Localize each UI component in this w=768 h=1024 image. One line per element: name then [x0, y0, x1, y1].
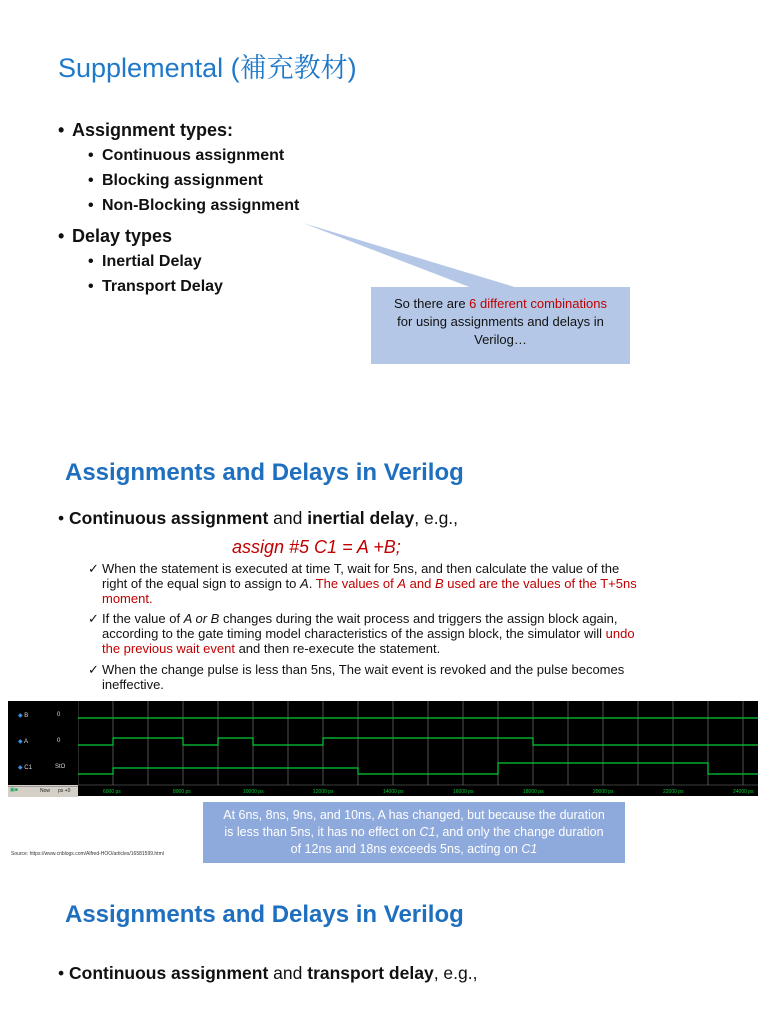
list-item: • Transport Delay	[88, 278, 223, 295]
transport-bullet: • Continuous assignment and transport delay, e.g.,	[58, 963, 478, 983]
signal-value: 0	[57, 712, 61, 718]
tick-label: 24000 ps	[733, 789, 754, 795]
list-item: • Inertial Delay	[88, 253, 202, 270]
check-item: ✓ If the value of A or B changes during the wait process and triggers the assign block again, according to the gate timing model characteristics of the assign block, the simulator will undo the previous wait event and then re-execute the statement.	[88, 611, 635, 656]
now-label: Now	[40, 788, 51, 794]
list-item: • Continuous assignment	[88, 147, 285, 164]
section3-title: Assignments and Delays in Verilog	[65, 901, 464, 928]
waveform-plot[interactable]	[78, 701, 758, 796]
check-item: ✓ When the statement is executed at time T, wait for 5ns, and then calculate the value of the right of the equal sign to assign to A. The values of A and B used are the values of the T+5ns moment.	[88, 561, 637, 606]
tick-label: 22000 ps	[663, 789, 684, 795]
combinations-callout: So there are 6 different combinations for using assignments and delays in Verilog…	[371, 287, 630, 364]
list-item: • Non-Blocking assignment	[88, 197, 300, 214]
inertial-bullet: • Continuous assignment and inertial delay, e.g.,	[58, 508, 459, 528]
code-example: assign #5 C1 = A +B;	[232, 537, 401, 557]
tick-label: 10000 ps	[243, 789, 264, 795]
waveform-note: At 6ns, 8ns, 9ns, and 10ns, A has changed, but because the duration is less than 5ns, it has no effect on C1, and only the change duration of 12ns and 18ns exceeds 5ns, acting on C1	[203, 802, 625, 863]
signal-row-b[interactable]: ◆ B	[18, 713, 29, 719]
source-citation: Source: https://www.cnblogs.com/Alfred-HOO/articles/16581599.html	[11, 851, 164, 857]
tick-label: 8000 ps	[173, 789, 191, 795]
tick-label: 14000 ps	[383, 789, 404, 795]
tick-label: 6000 ps	[103, 789, 121, 795]
tick-label: 20000 ps	[593, 789, 614, 795]
now-value: ps +0	[58, 788, 71, 794]
assignment-types-heading: • Assignment types:	[58, 120, 234, 140]
toolbar-icons[interactable]: ▣■	[10, 787, 18, 793]
tick-label: 12000 ps	[313, 789, 334, 795]
check-item: ✓ When the change pulse is less than 5ns, The wait event is revoked and the pulse becomes ineffective.	[88, 662, 625, 692]
section1-title: Supplemental (補充教材)	[58, 53, 357, 83]
list-item: • Blocking assignment	[88, 172, 263, 189]
delay-types-heading: • Delay types	[58, 226, 173, 246]
signal-row-c1[interactable]: ◆ C1	[18, 765, 32, 771]
signal-value: StO	[55, 764, 66, 770]
tick-label: 16000 ps	[453, 789, 474, 795]
signal-row-a[interactable]: ◆ A	[18, 739, 28, 745]
signal-value: 0	[57, 738, 61, 744]
tick-label: 18000 ps	[523, 789, 544, 795]
section2-title: Assignments and Delays in Verilog	[65, 459, 464, 486]
